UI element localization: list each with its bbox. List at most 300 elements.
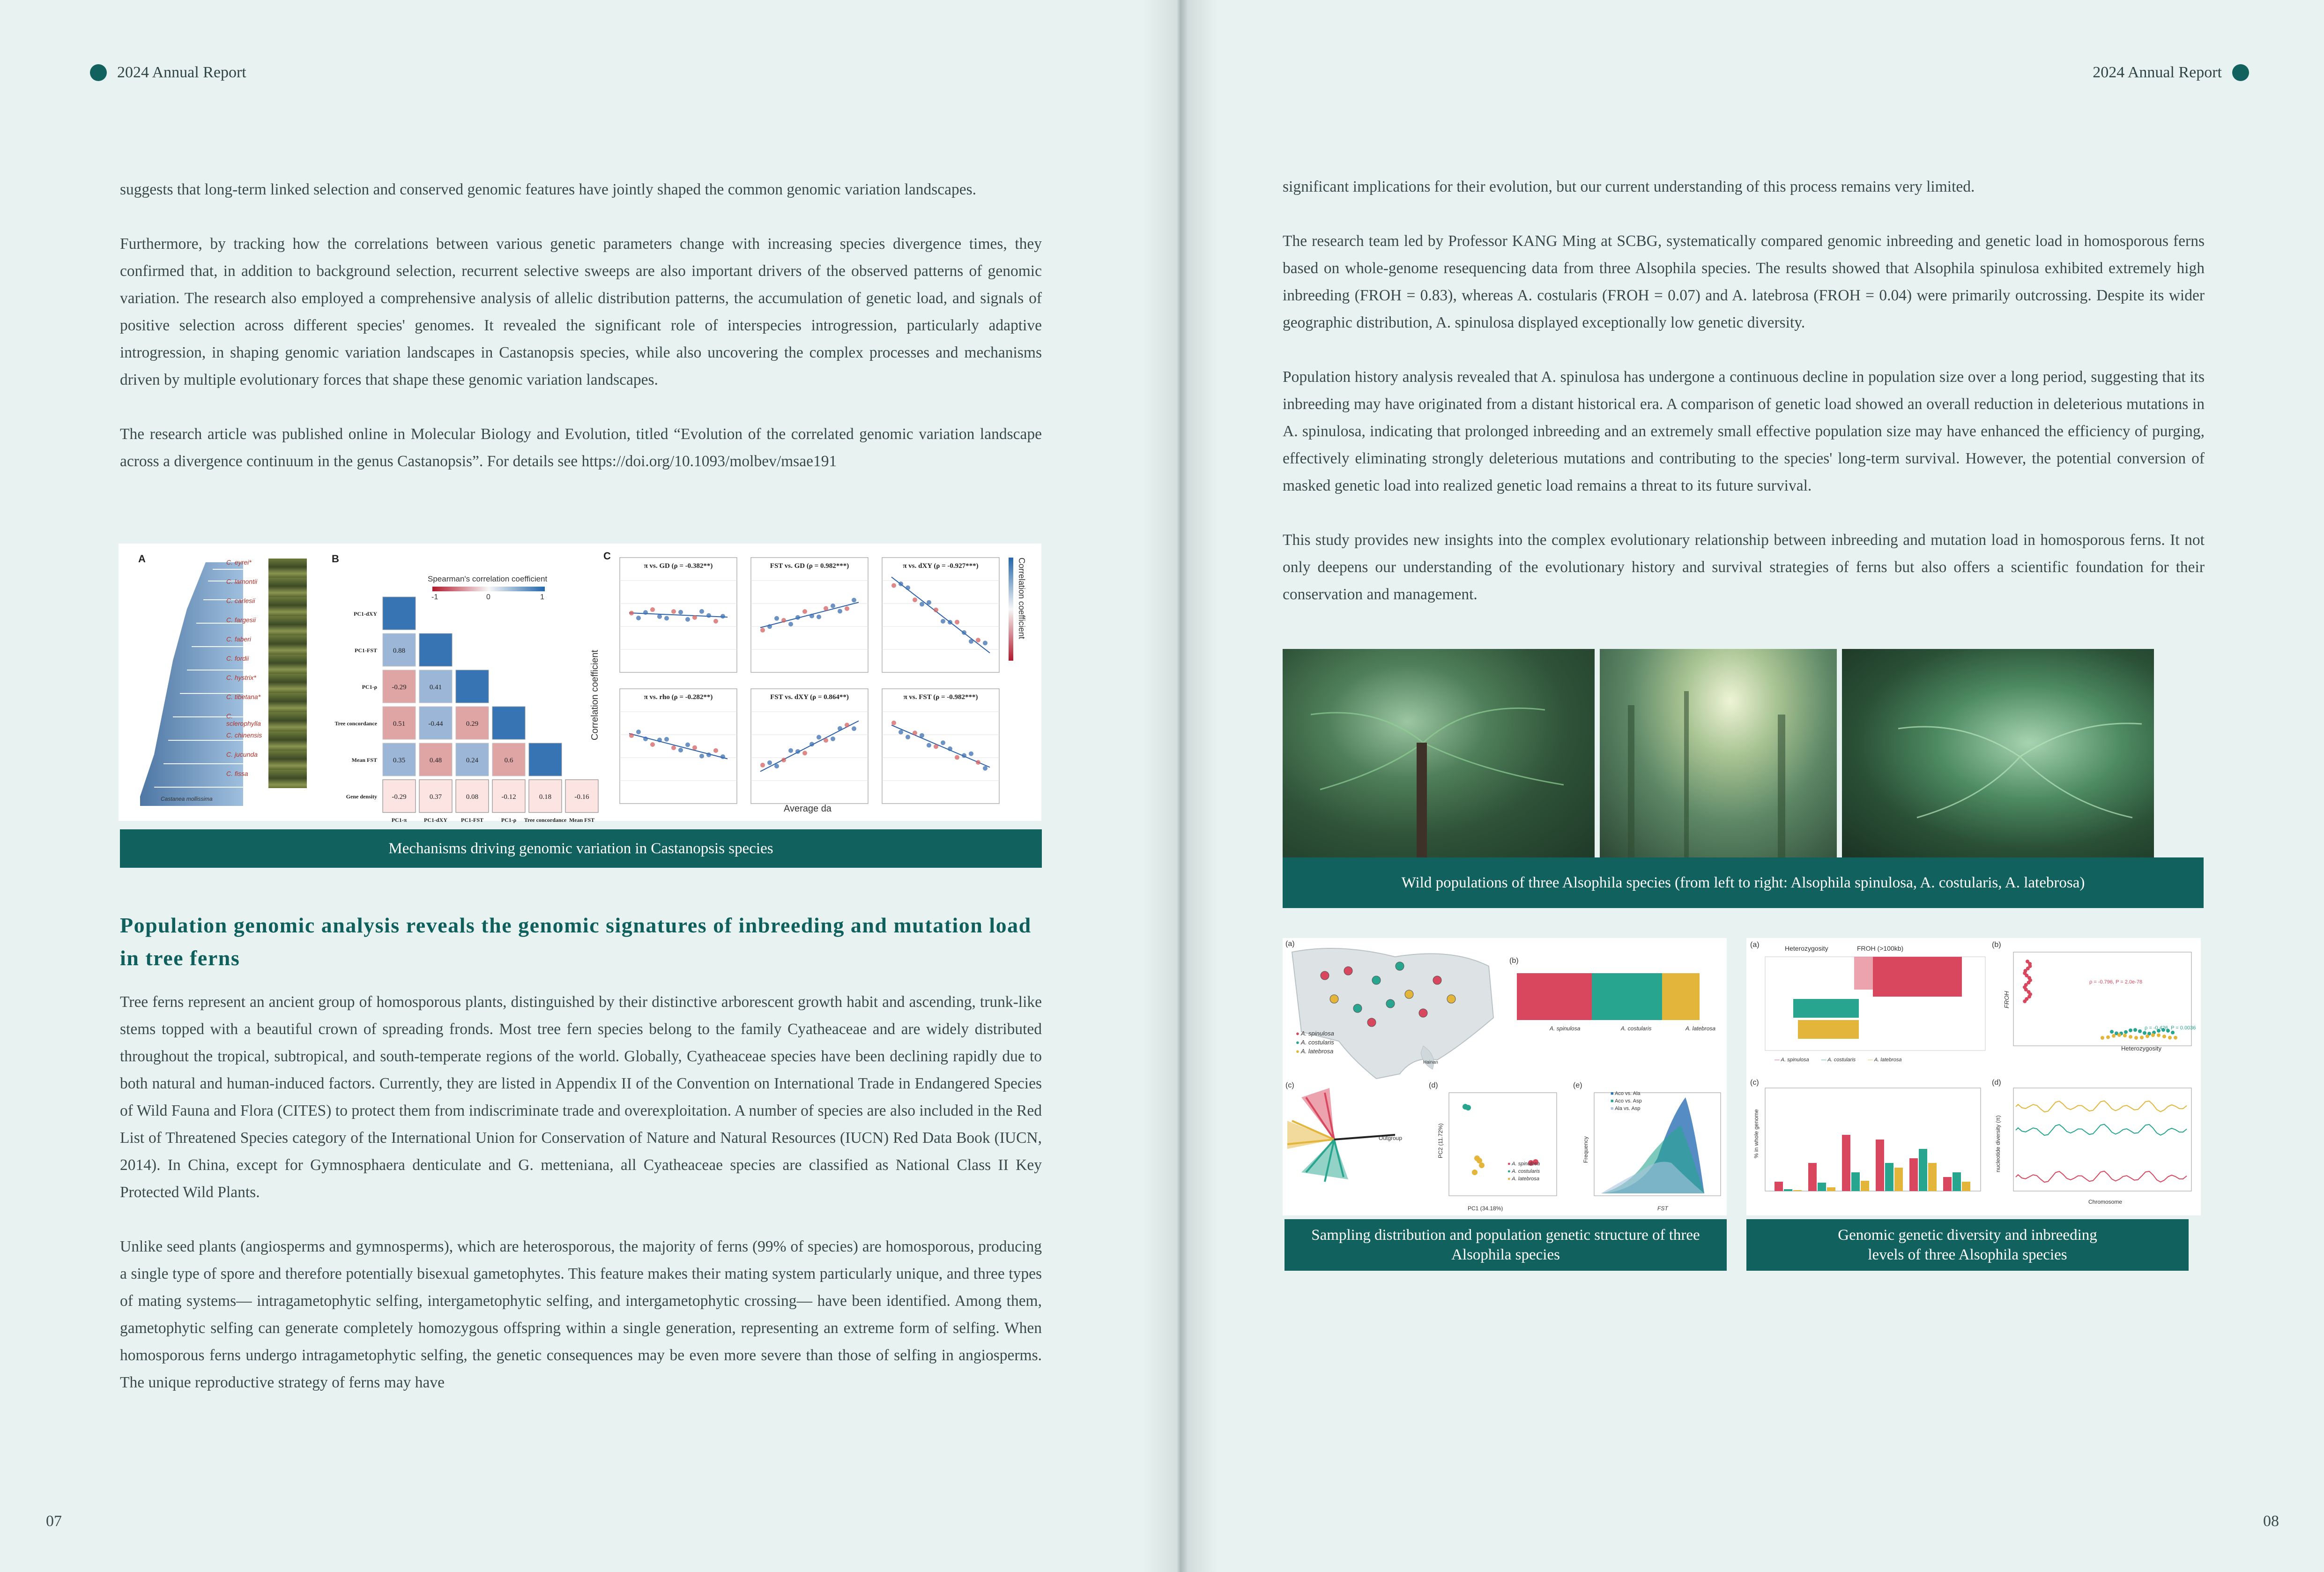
- sample-site-marker: [1372, 976, 1381, 984]
- scatter-point: [685, 743, 690, 747]
- panel-frame: [1765, 1088, 1981, 1191]
- paragraph: The research article was published online in Molecular Biology and Evolution, titled “Evolution of the correlated genomic variation landscape across a divergence continuum in the genus Castanopsis”. For details see https://doi.org/10.1093/molbev/msae191: [120, 425, 1042, 470]
- right-page: [1162, 0, 2324, 1572]
- heatmap-cell: [492, 707, 525, 739]
- figure-castanopsis: [119, 544, 1041, 821]
- heatmap-value: 0.41: [429, 684, 442, 691]
- scatter-point: [824, 738, 828, 743]
- scatter-point: [699, 609, 704, 614]
- scatter-point: [913, 597, 917, 602]
- scatter-point: [891, 721, 896, 725]
- pca-point: [1474, 1155, 1480, 1161]
- fst-axis-label: FST: [1657, 1205, 1668, 1212]
- scatter-point: [845, 606, 849, 611]
- forest-photo-icon: [1600, 649, 1837, 857]
- header-title: 2024 Annual Report: [2093, 64, 2222, 81]
- scatter-point: [920, 602, 924, 607]
- fig3-legend: [1775, 1057, 1902, 1063]
- legend-item: — A. latebrosa: [1868, 1057, 1902, 1063]
- page-number: 08: [2263, 1512, 2279, 1530]
- scatter-point: [692, 615, 697, 620]
- bar: [1827, 1187, 1835, 1191]
- scatter-point: [713, 619, 718, 624]
- scatter-point: [685, 617, 690, 622]
- correlation-scatter-grid: [606, 553, 1037, 820]
- scatter-point: [817, 735, 821, 739]
- scatter-point: [2171, 1031, 2175, 1035]
- bar: [1842, 1135, 1850, 1191]
- hist-bar: [1873, 957, 1962, 997]
- species-label: C. sclerophylla: [226, 712, 261, 727]
- scatter-point: [941, 740, 945, 745]
- scatter-point: [671, 609, 676, 614]
- scatter-point: [781, 618, 786, 623]
- heatmap-value: 0.29: [466, 720, 479, 728]
- scatter-point: [809, 742, 814, 746]
- scatter-point: [643, 610, 648, 615]
- pca-point: [1465, 1105, 1471, 1110]
- scatter-point: [657, 738, 662, 742]
- species-label: C. eyrei*: [226, 559, 252, 566]
- scatter-point: [891, 583, 896, 588]
- diversity-line: [2016, 1125, 2187, 1135]
- legend-item: — A. costularis: [1821, 1057, 1856, 1063]
- panel-label: (e): [1573, 1081, 1582, 1089]
- admixture-bar: [1592, 973, 1662, 1020]
- scatter-point: [767, 624, 772, 629]
- fig3-caption: Genomic genetic diversity and inbreeding levels of three Alsophila species: [1746, 1219, 2189, 1271]
- scatter-point: [2110, 1030, 2114, 1034]
- paragraph: The research team led by Professor KANG Ming at SCBG, systematically compared genomic inbreeding and genetic load in homosporous ferns based on whole-genome resequencing data from three Alsophila species. The results showed that Alsophila spinulosa exhibited extremely high inbreeding (FROH = 0.83), whereas A. costularis (FROH = 0.07) and A. latebrosa (FROH = 0.04) were primarily outcrossing. Despite its wider geographic distribution, A. spinulosa displayed exceptionally low genetic diversity.: [1283, 232, 2205, 331]
- heatmap-value: 0.08: [466, 793, 479, 801]
- scatter-point: [678, 748, 683, 752]
- diversity-line: [2016, 1101, 2187, 1112]
- scatter-point: [795, 749, 800, 754]
- scatter-point: [664, 737, 669, 742]
- heatmap-value: -0.12: [501, 793, 516, 801]
- bar-label: A. costularis: [1621, 1025, 1652, 1032]
- scatter-title: π vs. FST (ρ = -0.982***): [903, 693, 978, 701]
- heatmap-row-label: Tree concordance: [334, 720, 377, 727]
- scale-label: 0: [486, 593, 490, 601]
- panel-label: (a): [1750, 941, 1760, 949]
- sample-site-marker: [1321, 971, 1329, 980]
- scatter-point: [760, 628, 765, 633]
- body-text-right: [1283, 173, 2205, 635]
- bar: [1793, 1190, 1802, 1191]
- scatter-point: [767, 760, 772, 765]
- scatter-point: [969, 639, 973, 644]
- scatter-point: [2112, 1034, 2116, 1038]
- het-title: Heterozygosity: [1785, 945, 1828, 952]
- species-label: C. fargesii: [226, 616, 256, 624]
- header-dot-icon: [2232, 64, 2249, 81]
- sample-site-marker: [1367, 1018, 1376, 1027]
- scatter-point: [2106, 1036, 2110, 1039]
- scatter-point: [760, 763, 765, 767]
- panel-label: (a): [1285, 940, 1295, 948]
- outgroup-label: Outgroup: [1379, 1135, 1403, 1141]
- annotation: ρ = -0.426, P = 0.0036: [2145, 1025, 2196, 1031]
- body-text-bottom: [120, 989, 1042, 1423]
- scatter-point: [692, 745, 697, 750]
- panel-label: (c): [1750, 1079, 1759, 1087]
- scatter-point: [934, 744, 938, 749]
- scatter-point: [2129, 1028, 2132, 1032]
- scatter-point: [699, 754, 704, 759]
- scale-label: 1: [540, 593, 544, 601]
- y-axis-label: nucleotide diversity (π): [1995, 1115, 2001, 1172]
- photo-alsophila-latebrosa: [1842, 649, 2154, 857]
- scatter-point: [2129, 1035, 2132, 1039]
- clade-fan: [1301, 1140, 1348, 1179]
- scatter-point: [671, 745, 676, 750]
- scatter-point: [706, 613, 711, 618]
- heatmap-value: 0.51: [393, 720, 406, 728]
- legend-item: ■ Aco vs. Ala: [1611, 1091, 1641, 1096]
- scatter-point: [852, 598, 856, 603]
- tree-footer: Castanea mollissima: [161, 796, 213, 802]
- legend-item: ● A. spinulosa: [1507, 1161, 1540, 1167]
- scatter-point: [838, 726, 842, 731]
- heatmap-col-label: PC1-FST: [461, 817, 483, 823]
- photo-caption: Wild populations of three Alsophila species (from left to right: Alsophila spinulosa, A. costularis, A. latebrosa): [1283, 857, 2204, 908]
- scatter-title: π vs. dXY (ρ = -0.927***): [903, 562, 979, 570]
- scatter-point: [636, 730, 641, 734]
- paragraph: Population history analysis revealed that A. spinulosa has undergone a continuous decline in population size over a long period, suggesting that its inbreeding may have originated from a distant historical era. A comparison of genetic load showed an overall reduction in deleterious mutations in A. spinulosa, indicating that prolonged inbreeding and an extremely small effective population size may have enhanced the efficiency of purging, effectively eliminating strongly deleterious mutations and contributing to the species' long-term survival. However, the potential conversion of masked genetic load into realized genetic load remains a threat to its future survival.: [1283, 368, 2205, 494]
- paragraph: Unlike seed plants (angiosperms and gymnosperms), which are heterosporous, the majority of ferns (99% of species) are homosporous, producing a single type of spore and therefore potentially bisexual gametophytes. This feature makes their mating system particularly unique, and three types of mating systems— intragametophytic selfing, intergametophytic selfing, and intergametophytic crossing— have been identified. Among them, gametophytic selfing can generate completely homozygous offspring within a single generation, representing an extreme form of selfing. When homosporous ferns undergo intragametophytic selfing, the genetic consequences may be even more severe than those of selfing in angiosperms. The unique reproductive strategy of ferns may have: [120, 1238, 1042, 1391]
- scatter-point: [838, 609, 842, 613]
- bar: [1919, 1149, 1927, 1191]
- scatter-point: [845, 723, 849, 727]
- scatter-point: [713, 748, 718, 753]
- bar-label: A. spinulosa: [1550, 1025, 1581, 1032]
- panel-label: A: [138, 553, 146, 565]
- sample-site-marker: [1433, 976, 1441, 984]
- heatmap-row-label: PC1-dXY: [354, 611, 377, 617]
- heatmap-value: 0.88: [393, 647, 406, 655]
- sample-site-marker: [1344, 967, 1352, 975]
- figure-sampling-structure: [1283, 938, 1727, 1215]
- scatter-point: [2133, 1028, 2137, 1032]
- scatter-point: [927, 600, 931, 605]
- photo-alsophila-costularis: [1600, 649, 1837, 857]
- panel-label: (b): [1509, 957, 1519, 965]
- admixture-bar: [1662, 973, 1700, 1020]
- admixture-bar: [1517, 973, 1592, 1020]
- heatmap-cell: [456, 670, 489, 703]
- heatmap-row-label: Mean FST: [351, 757, 377, 763]
- sample-site-marker: [1405, 990, 1413, 998]
- heatmap-value: -0.16: [574, 793, 589, 801]
- scatter-point: [781, 758, 786, 762]
- fst-legend: [1611, 1091, 1642, 1113]
- heatmap-col-label: PC1-π: [391, 817, 407, 823]
- legend-item: — A. spinulosa: [1775, 1057, 1809, 1063]
- scatter-point: [2174, 1036, 2177, 1040]
- heatmap-title: Spearman's correlation coefficient: [428, 574, 548, 583]
- scatter-point: [969, 752, 973, 756]
- scatter-point: [2138, 1029, 2142, 1033]
- diversity-line: [2016, 1171, 2187, 1182]
- scatter-point: [795, 615, 800, 620]
- scatter-point: [2151, 1033, 2155, 1037]
- scatter-point: [983, 641, 988, 645]
- heatmap-col-label: PC1-ρ: [501, 817, 517, 823]
- paragraph: suggests that long-term linked selection and conserved genomic features have jointly shaped the common genomic variation landscapes.: [120, 181, 977, 198]
- legend-item: ● A. costularis: [1296, 1039, 1334, 1046]
- scatter-point: [657, 614, 662, 619]
- fig2-plots: [1283, 938, 1727, 1215]
- heatmap-cell: [419, 633, 452, 666]
- hist-bar: [1798, 1020, 1859, 1039]
- figure-diversity-inbreeding: [1746, 938, 2201, 1215]
- bar: [1861, 1181, 1869, 1191]
- bar: [1784, 1189, 1792, 1191]
- scatter-point: [643, 737, 648, 741]
- panel-label: B: [332, 553, 339, 565]
- sample-site-marker: [1330, 995, 1338, 1003]
- heatmap-col-label: Mean FST: [569, 817, 595, 823]
- froh-title: FROH (>100kb): [1857, 945, 1904, 952]
- scatter-point: [2117, 1033, 2121, 1037]
- species-label: C. tibetana*: [226, 693, 261, 700]
- scatter-point: [927, 743, 931, 748]
- legend-item: ■ Ala vs. Asp: [1611, 1106, 1641, 1111]
- legend-item: ● A. spinulosa: [1296, 1030, 1334, 1037]
- scatter-title: π vs. GD (ρ = -0.382**): [644, 562, 713, 570]
- scale-label: -1: [431, 593, 438, 601]
- sample-site-marker: [1396, 962, 1404, 970]
- heatmap-col-label: PC1-dXY: [424, 817, 447, 823]
- scatter-point: [629, 733, 634, 738]
- pca-point: [1479, 1162, 1485, 1168]
- fern-photo-icon: [1283, 649, 1595, 857]
- bar: [1894, 1168, 1903, 1191]
- scatter-point: [898, 581, 903, 586]
- annotation: ρ = -0.796, P = 2.0e-78: [2089, 979, 2143, 985]
- scatter-title: FST vs. GD (ρ = 0.982***): [770, 562, 849, 570]
- scatter-point: [774, 764, 779, 768]
- species-label: C. faberi: [226, 635, 251, 643]
- heatmap-col-label: Tree concordance: [524, 817, 567, 823]
- scatter-point: [824, 606, 828, 611]
- scatter-point: [906, 735, 910, 739]
- running-header-left: [90, 64, 246, 82]
- heatmap-value: 0.37: [429, 793, 442, 801]
- scatter-point: [976, 760, 980, 765]
- heatmap-value: -0.29: [392, 793, 407, 801]
- header-dot-icon: [90, 64, 107, 81]
- paragraph: Tree ferns represent an ancient group of homosporous plants, distinguished by their distinctive arborescent growth habit and ascending, trunk-like stems topped with a beautiful crown of spreading fronds. Most tree fern species belong to the family Cyatheaceae and are widely distributed throughout the tropical, subtropical, and south-temperate regions of the world. Globally, Cyatheaceae species have been declining rapidly due to both natural and human-induced factors. Currently, they are listed in Appendix II of the Convention on International Trade in Endangered Species of Wild Fauna and Flora (CITES) to protect them from indiscriminate trade and overexploitation. A number of species are also included in the Red List of Threatened Species category of the International Union for Conservation of Nature and Natural Resources (IUCN) Red Data Book (IUCN, 2014). In China, except for Gymnosphaera denticulate and G. metteniana, all Cyatheaceae species are classified as National Class II Key Protected Wild Plants.: [120, 993, 1042, 1201]
- sample-site-marker: [1419, 1009, 1427, 1017]
- x-axis-label: Average da: [784, 804, 832, 814]
- species-label: C. chinensis: [226, 731, 262, 739]
- scatter-point: [2162, 1035, 2166, 1038]
- paragraph: significant implications for their evolution, but our current understanding of this process remains very limited.: [1283, 178, 1975, 195]
- bar: [1943, 1177, 1952, 1191]
- panel-label: (b): [1992, 941, 2001, 949]
- species-label: C. lamontii: [226, 578, 258, 585]
- scatter-point: [2134, 1036, 2138, 1040]
- scatter-point: [2168, 1036, 2172, 1040]
- scatter-point: [852, 726, 856, 731]
- scatter-point: [2143, 1031, 2146, 1035]
- scatter-point: [948, 746, 952, 751]
- scatter-point: [2157, 1033, 2161, 1037]
- scatter-point: [650, 607, 655, 612]
- scatter-point: [898, 730, 903, 735]
- legend-item: ● A. latebrosa: [1507, 1176, 1539, 1182]
- bar: [1808, 1163, 1817, 1191]
- section-heading: Population genomic analysis reveals the genomic signatures of inbreeding and mutation load in tree ferns: [120, 913, 1032, 970]
- map-legend: [1296, 1030, 1334, 1057]
- species-list: [226, 559, 267, 789]
- scatter-point: [920, 733, 924, 738]
- scatter-point: [955, 755, 959, 760]
- bar: [1818, 1183, 1826, 1191]
- photo-alsophila-spinulosa: [1283, 649, 1595, 857]
- species-label: C. jucunda: [226, 751, 258, 758]
- species-label: C. fordii: [226, 655, 249, 662]
- scatter-point: [2123, 1034, 2127, 1037]
- scatter-title: π vs. rho (ρ = -0.282**): [644, 693, 713, 701]
- map-label: Hainan: [1423, 1060, 1438, 1065]
- figure-caption: Mechanisms driving genomic variation in Castanopsis species: [120, 829, 1042, 868]
- x-axis-label: Chromosome: [2088, 1199, 2123, 1205]
- bar: [1851, 1172, 1860, 1191]
- bar: [1962, 1182, 1970, 1191]
- pca-legend: [1507, 1161, 1540, 1184]
- y-axis-label: FROH: [2003, 991, 2010, 1008]
- scatter-point: [774, 616, 779, 621]
- panel-label: (d): [1992, 1079, 2001, 1087]
- hist-bar: [1854, 957, 1873, 990]
- heatmap-row-label: PC1-FST: [355, 647, 377, 654]
- scatter-point: [2124, 1030, 2128, 1034]
- scatter-point: [2101, 1036, 2104, 1040]
- heatmap-value: 0.24: [466, 757, 479, 764]
- paragraph: This study provides new insights into the complex evolutionary relationship between inbreeding and mutation load in homosporous ferns. It not only deepens our understanding of the evolutionary history and survival strategies of ferns but also offers a scientific foundation for their conservation and management.: [1283, 531, 2205, 603]
- body-text-top: [120, 176, 1042, 502]
- heatmap-value: 0.6: [504, 757, 513, 764]
- scatter-point: [788, 748, 793, 753]
- species-label: C. hystrix*: [226, 674, 256, 681]
- sample-site-marker: [1353, 1004, 1362, 1013]
- legend-item: ● A. costularis: [1507, 1169, 1540, 1174]
- scatter-point: [817, 615, 821, 619]
- heatmap-value: 0.48: [429, 757, 442, 764]
- colorbar-label: Correlation coefficient: [1017, 558, 1026, 639]
- scatter-point: [802, 609, 807, 614]
- fern-photo-icon: [1842, 649, 2154, 857]
- scatter-point: [913, 730, 917, 735]
- species-label: C. carlesii: [226, 597, 255, 604]
- scatter-point: [720, 614, 725, 618]
- scatter-point: [788, 622, 793, 626]
- bar: [1953, 1172, 1961, 1191]
- heatmap-value: 0.35: [393, 757, 406, 764]
- scatter-point: [2023, 999, 2027, 1003]
- pca-point: [1472, 1170, 1478, 1175]
- panel-frame: [2013, 1088, 2191, 1191]
- scatter-point: [831, 737, 835, 741]
- legend-item: ■ Aco vs. Asp: [1611, 1098, 1642, 1104]
- panel-label: (d): [1429, 1081, 1438, 1089]
- scatter-point: [955, 620, 959, 625]
- scatter-point: [934, 608, 938, 612]
- leaf-photo-strip: [268, 559, 307, 788]
- species-label: C. fissa: [226, 770, 248, 777]
- panel-label: (c): [1285, 1081, 1294, 1089]
- scatter-point: [629, 611, 634, 616]
- scatter-point: [906, 585, 910, 590]
- heatmap-cell: [383, 597, 416, 630]
- scatter-point: [802, 751, 807, 755]
- scatter-point: [650, 742, 655, 747]
- bar: [1928, 1163, 1937, 1191]
- hist-bar: [1793, 999, 1859, 1018]
- heatmap-row-label: Gene density: [346, 793, 377, 800]
- scatter-point: [976, 638, 980, 642]
- heatmap-cell: [529, 743, 562, 776]
- heatmap-row-label: PC1-ρ: [362, 684, 377, 690]
- bar-label: A. latebrosa: [1685, 1025, 1716, 1032]
- scatter-point: [941, 619, 945, 624]
- y-axis-label: Correlation coefficient: [590, 649, 600, 740]
- heatmap-value: 0.18: [539, 793, 552, 801]
- colorbar: [1009, 558, 1013, 661]
- scatter-point: [706, 752, 711, 757]
- y-axis-label: % in whole genome: [1753, 1109, 1760, 1158]
- x-axis-label: Heterozygosity: [2121, 1045, 2161, 1052]
- scatter-point: [948, 620, 952, 625]
- freq-axis-label: Frequency: [1582, 1136, 1589, 1163]
- scatter-point: [636, 616, 641, 620]
- scatter-point: [2146, 1035, 2149, 1038]
- panel-label: C: [603, 550, 611, 562]
- scatter-point: [983, 766, 988, 771]
- scatter-point: [678, 610, 683, 615]
- fig2-caption: Sampling distribution and population genetic structure of three Alsophila species: [1285, 1219, 1727, 1271]
- pc2-label: PC2 (11.72%): [1437, 1123, 1444, 1158]
- sample-site-marker: [1386, 999, 1395, 1008]
- scatter-point: [962, 630, 966, 635]
- scatter-point: [962, 753, 966, 758]
- scatter-point: [809, 614, 814, 618]
- sample-site-marker: [1447, 995, 1455, 1003]
- scatter-point: [831, 603, 835, 608]
- bar: [1885, 1163, 1893, 1191]
- heatmap-value: -0.29: [392, 684, 407, 691]
- scatter-point: [664, 616, 669, 620]
- scatter-point: [720, 754, 725, 759]
- bar: [1775, 1182, 1783, 1191]
- panel-frame: [2013, 952, 2191, 1046]
- pc1-label: PC1 (34.18%): [1468, 1205, 1503, 1212]
- legend-item: ● A. latebrosa: [1296, 1048, 1334, 1055]
- heatmap-value: -0.44: [428, 720, 443, 728]
- paragraph: Furthermore, by tracking how the correlations between various genetic parameters change with increasing species divergence times, they confirmed that, in addition to background selection, recurrent selective sweeps are also important drivers of the observed patterns of genomic variation. The research also employed a comprehensive analysis of allelic distribution patterns, the accumulation of genetic load, and signals of positive selection across different species' genomes. It revealed the significant role of interspecies introgression, particularly adaptive introgression, in shaping genomic variation landscapes in Castanopsis species, while also uncovering the complex processes and mechanisms driven by multiple evolutionary forces that shape these genomic variation landscapes.: [120, 235, 1042, 388]
- scatter-title: FST vs. dXY (ρ = 0.864**): [770, 693, 849, 701]
- book-spine-shadow: [1143, 0, 1218, 1572]
- bar: [1909, 1158, 1918, 1191]
- bar: [1876, 1140, 1884, 1191]
- page-number: 07: [46, 1512, 62, 1530]
- scatter-point: [2140, 1036, 2144, 1039]
- header-title: 2024 Annual Report: [117, 64, 246, 81]
- running-header-right: [2093, 64, 2249, 82]
